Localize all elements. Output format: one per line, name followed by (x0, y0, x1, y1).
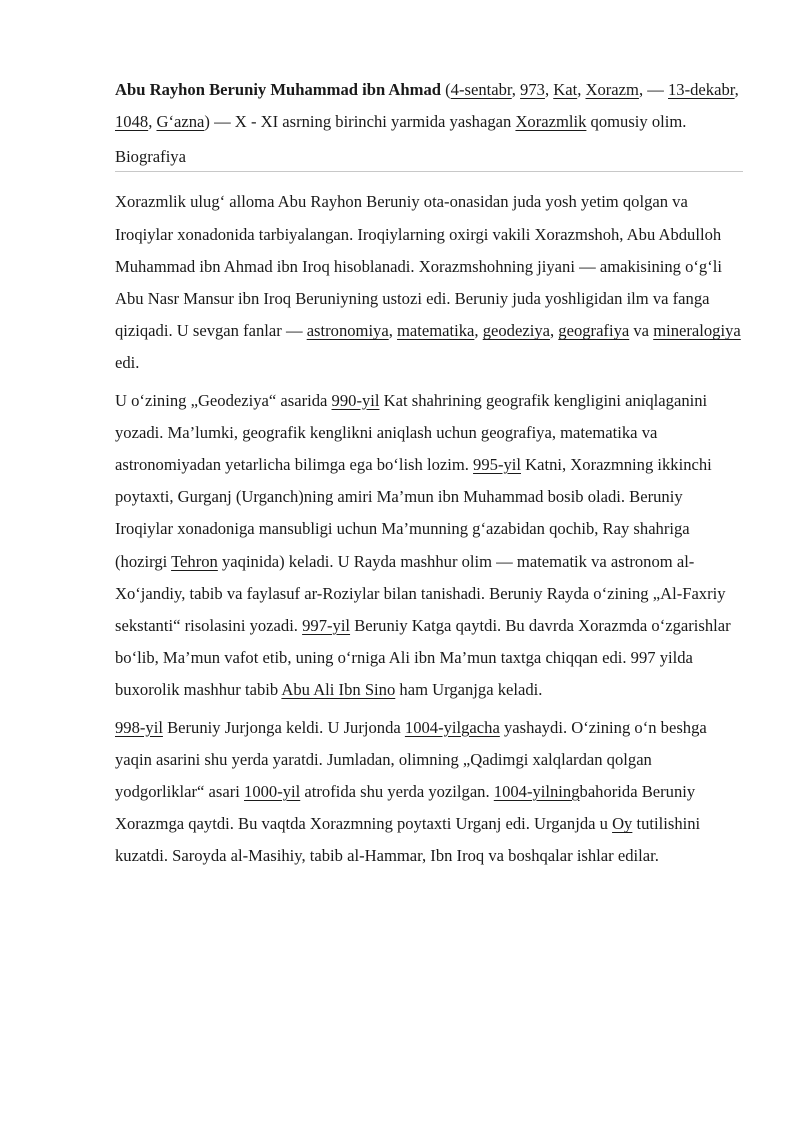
text-run: bahorida Beruniy Xorazmga qaytdi. Bu vaqtda Xorazmning poytaxti Urganj edi. Urganjda u (115, 782, 696, 834)
link-998-yil[interactable]: 998-yil (115, 717, 163, 737)
link-birth-day[interactable]: 4-sentabr (450, 80, 512, 99)
text-run: — (643, 80, 668, 99)
biography-paragraph-2 (115, 385, 743, 707)
text-run: ( (440, 80, 451, 99)
text-run: Katni, Xorazmning ikkinchi poytaxti, Gurganj (Urganch)ning amiri Ma’mun ibn Muhammad bosib oladi. Beruniy Iroqiylar xonadoniga mansubligi uchun Ma’munning g‘azabidan qochib, Ray shahriga (hozirgi (115, 455, 712, 571)
link-death-day[interactable]: 13-dekabr (668, 80, 735, 99)
link-geodeziya[interactable]: geodeziya (482, 321, 550, 341)
text-run: Xorazmlik ulug‘ alloma Abu Rayhon Beruniy ota-onasidan juda yosh yetim qolgan va Iroqiylar xonadonida tarbiyalangan. Iroqiylarning oxirgi vakili Xorazmshoh, Abu Abdulloh Muhammad ibn Ahmad ibn Iroq hisoblanadi. Xorazmshohning jiyani — amakisining o‘g‘li Abu Nasr Mansur ibn Iroq Beruniyning ustozi edi. Beruniy juda yoshligidan ilm va fanga qiziqadi. U sevgan fanlar — (115, 192, 722, 341)
link-birth-year[interactable]: 973 (520, 80, 545, 99)
subject-name: Abu Rayhon Beruniy Muhammad ibn Ahmad (115, 80, 441, 99)
text-run: qomusiy olim. (586, 112, 687, 132)
text-run: yashaydi. O‘zining o‘n beshga yaqin asarini shu yerda yaratdi. Jumladan, olimning „Qadimgi xalqlardan qolgan yodgorliklar“ asari (115, 717, 707, 802)
link-995-yil[interactable]: 995-yil (473, 455, 521, 475)
link-xorazm[interactable]: Xorazm (585, 80, 639, 99)
text-run: Beruniy Jurjonga keldi. U Jurjonda (162, 717, 405, 737)
text-run: va (629, 321, 654, 341)
text-run: Kat shahrining geografik kengligini aniqlaganini yozadi. Ma’lumki, geografik kenglikni aniqlash uchun geografiya, matematika va astronomiyadan yetarlicha bilimga ega bo‘lish lozim. (115, 390, 708, 475)
text-run: atrofida shu yerda yozilgan. (300, 782, 494, 802)
link-ibn-sino[interactable]: Abu Ali Ibn Sino (281, 680, 396, 700)
text-run: U o‘zining „Geodeziya“ asarida (115, 390, 332, 410)
link-1004-yilgacha[interactable]: 1004-yilgacha (404, 717, 500, 737)
text-run: ham Urganjga keladi. (395, 680, 543, 700)
link-kat[interactable]: Kat (553, 80, 578, 99)
link-tehron[interactable]: Tehron (171, 551, 218, 571)
link-1000-yil[interactable]: 1000-yil (244, 782, 301, 802)
section-heading-biografiya: Biografiya (115, 145, 743, 172)
link-xorazmlik[interactable]: Xorazmlik (515, 112, 587, 132)
link-mineralogiya[interactable]: mineralogiya (653, 321, 741, 341)
link-death-year[interactable]: 1048 (115, 112, 149, 132)
biography-paragraph-1: Xorazmlik ulug‘ alloma Abu Rayhon Beruniy ota-onasidan juda yosh yetim qolgan va Iroqiylar xonadonida tarbiyalangan. Iroqiylarning oxirgi vakili Xorazmshoh, Abu Abdulloh Muhammad ibn Ahmad ibn Iroq hisoblanadi. Xorazmshohning jiyani — amakisining o‘g‘li Abu Nasr Mansur ibn Iroq Beruniyning ustozi edi. Beruniy juda yoshligidan ilm va fanga qiziqadi. U sevgan fanlar — astronomiya, matematika, geodeziya, geografiya va mineralogiya edi. (115, 192, 741, 373)
lead-paragraph: Abu Rayhon Beruniy Muhammad ibn Ahmad (4-sentabr, 973, Kat, Xorazm, — 13-dekabr, 1048, G‘azna) — X - XI asrning birinchi yarmida yashagan Xorazmlik qomusiy olim. (115, 80, 739, 132)
link-1004-yilning[interactable]: 1004-yilning (493, 782, 580, 802)
text-run: ) — X - XI asrning birinchi yarmida yashagan (204, 112, 516, 132)
article (115, 74, 743, 878)
biography-paragraph-3 (115, 712, 743, 873)
link-oy[interactable]: Oy (612, 814, 633, 834)
text-run: Beruniy Katga qaytdi. Bu davrda Xorazmda o‘zgarishlar bo‘lib, Ma’mun vafot etib, uning o‘rniga Ali ibn Ma’mun taxtga chiqqan edi. 997 yilda buxorolik mashhur tabib (115, 616, 731, 700)
text-run: tutilishini kuzatdi. Saroyda al-Masihiy, tabib al-Hammar, Ibn Iroq va boshqalar ishlar edilar. (115, 814, 701, 866)
link-geografiya[interactable]: geografiya (558, 321, 630, 341)
link-matematika[interactable]: matematika (397, 321, 475, 341)
link-997-yil[interactable]: 997-yil (302, 616, 351, 636)
text-run: edi. (115, 353, 140, 373)
text-run: yaqinida) keladi. U Rayda mashhur olim — matematik va astronom al-Xo‘jandiy, tabib va faylasuf ar-Roziylar bilan tanishadi. Beruniy Rayda o‘zining „Al-Faxriy sekstanti“ risolasini yozadi. (115, 551, 726, 636)
link-astronomiya[interactable]: astronomiya (306, 321, 389, 341)
link-gazna[interactable]: G‘azna (156, 112, 205, 132)
link-990-yil[interactable]: 990-yil (331, 390, 380, 410)
